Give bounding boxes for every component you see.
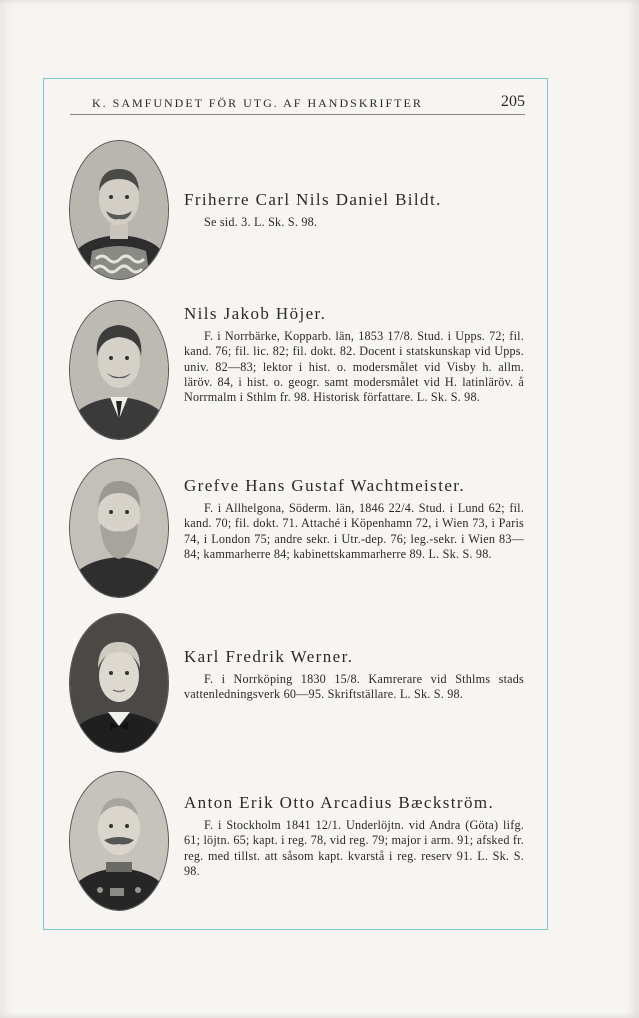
person-bio: F. i Norrköping 1830 15/8. Kamrerare vid Sthlms stads vattenledningsverk 60—95. Skriftställare. L. Sk. S. 98. — [184, 672, 524, 702]
person-bio: F. i Norrbärke, Kopparb. län, 1853 17/8. Stud. i Upps. 72; fil. kand. 76; fil. lic. 82; fil. dokt. 82. Docent i statskunskap vid Upps. univ. 82—83; lektor i hist. o. modersmålet vid Visby h. allm. läröv. 84, i hist. o. geogr. samt modersmålet vid H. latinläröv. å Norrmalm i Sthlm fr. 98. Historisk författare. L. Sk. S. 98. — [184, 329, 524, 405]
portrait-image — [70, 772, 168, 910]
person-name: Anton Erik Otto Arcadius Bæckström. — [184, 793, 495, 812]
portrait-image — [70, 614, 168, 752]
running-header — [70, 92, 525, 115]
page-number: 205 — [501, 93, 525, 110]
portrait-image — [70, 459, 168, 597]
portrait-bearded-icon — [70, 459, 168, 597]
portrait-image — [70, 141, 168, 279]
person-name: Friherre Carl Nils Daniel Bildt. — [184, 190, 442, 209]
portrait-image — [70, 301, 168, 439]
person-name: Nils Jakob Höjer. — [184, 304, 327, 323]
person-bio: Se sid. 3. L. Sk. S. 98. — [204, 215, 318, 229]
header-title: K. SAMFUNDET FÖR UTG. AF HANDSKRIFTER — [92, 96, 423, 110]
portrait-bowtie-icon — [70, 614, 168, 752]
person-name: Grefve Hans Gustaf Wachtmeister. — [184, 476, 466, 495]
person-bio: F. i Allhelgona, Söderm. län, 1846 22/4. Stud. i Lund 62; fil. kand. 70; fil. dokt. 71. Attaché i Köpenhamn 72, i Wien 73, i Paris 74, i London 75; andre sekr. i Utr.-dep. 76; leg.-sekr. i Wien 83—84; kammarherre 84; kabinettskammarherre 89. L. Sk. S. 98. — [184, 501, 524, 561]
portrait-military-icon — [70, 772, 168, 910]
portrait-uniform-embroidered-icon — [70, 141, 168, 279]
portrait-suit-icon — [70, 301, 168, 439]
person-name: Karl Fredrik Werner. — [184, 647, 354, 666]
person-bio: F. i Stockholm 1841 12/1. Underlöjtn. vid Andra (Göta) lifg. 61; löjtn. 65; kapt. i reg. 78, vid reg. 79; major i arm. 91; afsked fr. reg. med tillst. att såsom kapt. kvarstå i reg. reserv 91. L. Sk. S. 98. — [184, 818, 524, 878]
